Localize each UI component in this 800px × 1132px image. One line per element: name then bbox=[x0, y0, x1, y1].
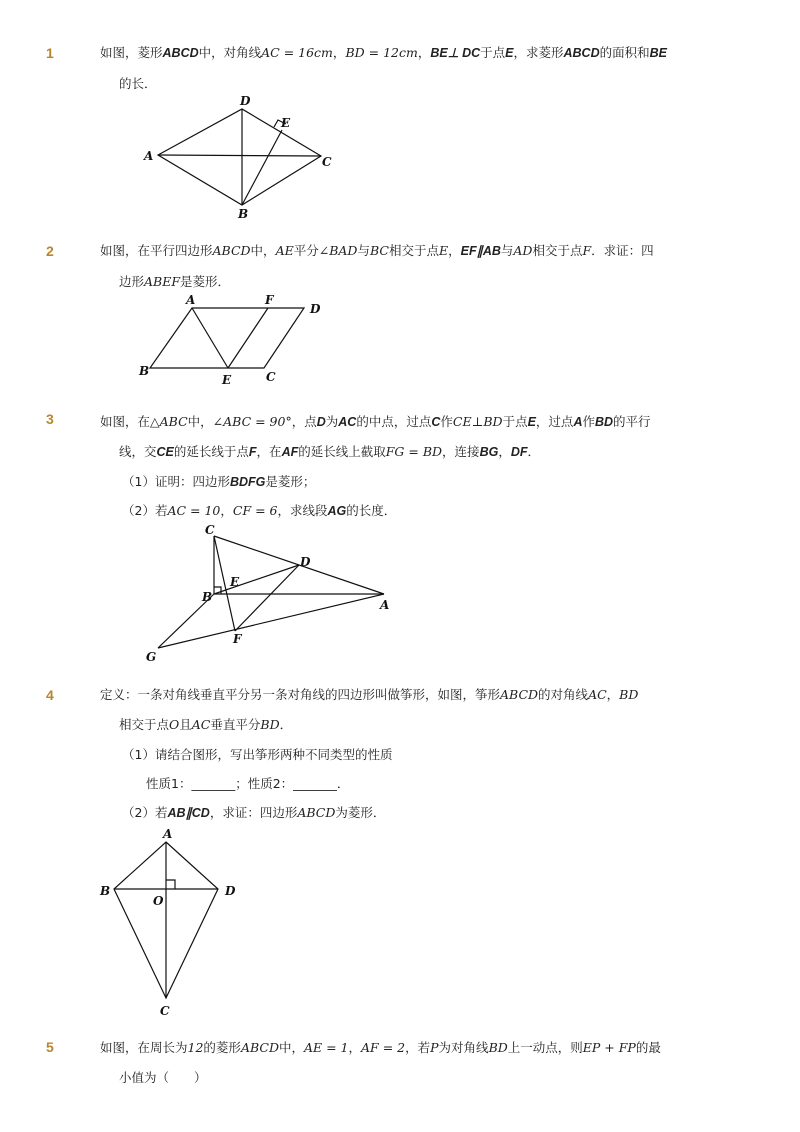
q3-text: （1）证明：四边形 bbox=[122, 474, 230, 489]
q2-math: BC bbox=[369, 243, 389, 258]
q2-text: ．求证：四 bbox=[591, 243, 654, 258]
q3-math: F bbox=[248, 445, 257, 459]
q4-label-c: C bbox=[160, 1004, 170, 1018]
q4-text: 的对角线 bbox=[538, 687, 589, 702]
q3-math: ∠ABC = 90° bbox=[212, 414, 292, 429]
q3-math: AG bbox=[327, 504, 347, 518]
q4-text: ． bbox=[279, 717, 293, 732]
q3-text: 如图，在 bbox=[100, 414, 151, 429]
q3-math: CF = 6 bbox=[232, 503, 278, 518]
q4-math: BD bbox=[260, 717, 280, 732]
q2-math: E bbox=[438, 243, 449, 258]
q4-text: 定义：一条对角线垂直平分另一条对角线的四边形叫做筝形，如图，筝形 bbox=[100, 687, 501, 702]
q3-math: CE⊥BD bbox=[452, 414, 503, 429]
q3-text: ，在 bbox=[256, 444, 282, 459]
q3-text: ． bbox=[527, 444, 541, 459]
q1-label-e: E bbox=[281, 116, 291, 130]
q3-text: 是菱形； bbox=[265, 474, 316, 489]
q3-math: BG bbox=[479, 445, 499, 459]
q5-math: 12 bbox=[187, 1040, 204, 1055]
q5-math: P bbox=[430, 1040, 439, 1055]
q2-label-d: D bbox=[310, 302, 321, 316]
q3-text: ， bbox=[498, 444, 511, 459]
q4-math: ABCD bbox=[297, 805, 336, 820]
q1-text: 的面积和 bbox=[599, 45, 650, 60]
q3-label-d: D bbox=[300, 555, 311, 569]
q3-text: 的长度． bbox=[346, 503, 397, 518]
q1-text: 如图，菱形 bbox=[100, 45, 163, 60]
q5-math: ABCD bbox=[240, 1040, 279, 1055]
q2-text: 如图，在平行四边形 bbox=[100, 243, 213, 258]
q4-label-b: B bbox=[100, 884, 111, 898]
q3-math: AC = 10 bbox=[167, 503, 221, 518]
q2-math: ABEF bbox=[144, 274, 181, 289]
q2-math: F bbox=[582, 243, 592, 258]
question-number-1: 1 bbox=[46, 45, 54, 61]
q2-text: 平分 bbox=[293, 243, 319, 258]
q1-math: BE⊥ DC bbox=[430, 46, 481, 60]
q4-text: ，求证：四边形 bbox=[209, 805, 298, 820]
q4-math: AC bbox=[588, 687, 607, 702]
q2-text: ， bbox=[448, 243, 461, 258]
q1-line-2: 的长． bbox=[119, 76, 157, 91]
q3-text: 作 bbox=[582, 414, 595, 429]
q5-math: EP + FP bbox=[582, 1040, 636, 1055]
q3-text: ，连接 bbox=[442, 444, 480, 459]
q3-math: BD bbox=[594, 415, 614, 429]
q2-text: 相交于点 bbox=[388, 243, 439, 258]
q1-text: ， bbox=[417, 45, 431, 60]
q5-line-2: 小值为（ ） bbox=[119, 1070, 207, 1085]
q3-text: 线，交 bbox=[119, 444, 157, 459]
q4-text: 相交于点 bbox=[119, 717, 170, 732]
q4-label-a: A bbox=[163, 827, 173, 841]
question-number-4: 4 bbox=[46, 687, 54, 703]
question-number-3: 3 bbox=[46, 411, 54, 427]
q2-text: 与 bbox=[357, 243, 370, 258]
q3-math: △ABC bbox=[150, 414, 188, 429]
q5-text: 的最 bbox=[635, 1040, 661, 1055]
q2-text: 与 bbox=[500, 243, 514, 258]
q2-text: 中， bbox=[250, 243, 276, 258]
q1-math: AC = 16cm bbox=[261, 45, 333, 60]
q4-math: AB∥CD bbox=[167, 806, 210, 820]
q5-text: 上一动点，则 bbox=[507, 1040, 583, 1055]
q1-text: ，求菱形 bbox=[513, 45, 564, 60]
q3-text: ，点 bbox=[291, 414, 317, 429]
q4-label-o: O bbox=[153, 894, 164, 908]
q5-text: 中， bbox=[278, 1040, 304, 1055]
q3-math: BDFG bbox=[229, 475, 266, 489]
q1-text: 于点 bbox=[480, 45, 506, 60]
q3-text: 的平行 bbox=[613, 414, 651, 429]
q3-text: 作 bbox=[440, 414, 453, 429]
q1-math: BE bbox=[649, 46, 667, 60]
q3-text: （2）若 bbox=[122, 503, 168, 518]
q1-text: 中，对角线 bbox=[198, 45, 262, 60]
q1-math: ABCD bbox=[162, 46, 199, 60]
q4-math: BD bbox=[619, 687, 639, 702]
q3-text: 中， bbox=[187, 414, 213, 429]
q5-math: AF = 2 bbox=[361, 1040, 406, 1055]
q3-math: AF bbox=[281, 445, 299, 459]
q2-label-e: E bbox=[222, 373, 232, 387]
q5-math: BD bbox=[488, 1040, 508, 1055]
q3-math: A bbox=[573, 415, 583, 429]
q3-text: 的延长线上截取 bbox=[298, 444, 386, 459]
q1-label-c: C bbox=[322, 155, 332, 169]
q3-math: C bbox=[431, 415, 441, 429]
q3-text: ， bbox=[220, 503, 233, 518]
q1-math: E bbox=[505, 46, 514, 60]
question-number-2: 2 bbox=[46, 243, 54, 259]
q4-text: （2）若 bbox=[122, 805, 168, 820]
q3-text: 的延长线于点 bbox=[173, 444, 249, 459]
q3-math: CE bbox=[156, 445, 174, 459]
q3-text: 的中点，过点 bbox=[356, 414, 432, 429]
q4-text: ， bbox=[606, 687, 620, 702]
q3-math: D bbox=[316, 415, 326, 429]
q2-text: 相交于点 bbox=[532, 243, 583, 258]
q4-right-angle-mark bbox=[166, 880, 175, 889]
q4-text: 且 bbox=[179, 717, 192, 732]
q4-label-d: D bbox=[225, 884, 236, 898]
q2-label-a: A bbox=[186, 293, 196, 307]
q5-line-1 bbox=[100, 1040, 661, 1056]
q3-math: E bbox=[527, 415, 536, 429]
q2-math: AD bbox=[513, 243, 533, 258]
q5-text: ，若 bbox=[405, 1040, 431, 1055]
q2-text: 是菱形． bbox=[180, 274, 231, 289]
q2-label-c: C bbox=[266, 370, 276, 384]
q4-text: 为菱形． bbox=[335, 805, 386, 820]
q2-math: ∠BAD bbox=[318, 243, 358, 258]
q2-label-f: F bbox=[265, 293, 274, 307]
q3-label-b: B bbox=[202, 590, 213, 604]
q2-label-b: B bbox=[139, 364, 150, 378]
q2-math: AE bbox=[275, 243, 294, 258]
q5-text: ， bbox=[348, 1040, 362, 1055]
q1-label-a: A bbox=[144, 149, 154, 163]
q2-math: ABCD bbox=[212, 243, 251, 258]
q2-math: EF∥AB bbox=[460, 244, 501, 258]
q4-math: ABCD bbox=[500, 687, 539, 702]
q3-label-f: F bbox=[233, 632, 242, 646]
q3-label-c: C bbox=[205, 523, 215, 537]
q4-part-1: （1）请结合图形，写出筝形两种不同类型的性质 bbox=[122, 747, 393, 762]
q1-math: ABCD bbox=[563, 46, 600, 60]
q3-text: 为 bbox=[325, 414, 339, 429]
question-number-5: 5 bbox=[46, 1039, 54, 1055]
q4-part-1-properties: 性质1：_______；性质2：_______． bbox=[146, 776, 350, 791]
q3-label-e: E bbox=[230, 575, 240, 589]
q3-text: ，求线段 bbox=[277, 503, 328, 518]
q3-label-g: G bbox=[146, 650, 157, 664]
q1-text: ， bbox=[332, 45, 346, 60]
q3-math: AC bbox=[338, 415, 357, 429]
q1-label-d: D bbox=[240, 94, 251, 108]
q2-text: 边形 bbox=[119, 274, 145, 289]
q3-math: FG = BD bbox=[385, 444, 443, 459]
q4-math: O bbox=[169, 717, 180, 732]
q4-text: 垂直平分 bbox=[210, 717, 261, 732]
q4-math: AC bbox=[191, 717, 211, 732]
q5-text: 的菱形 bbox=[203, 1040, 241, 1055]
q5-text: 如图，在周长为 bbox=[100, 1040, 188, 1055]
q3-text: ，过点 bbox=[535, 414, 574, 429]
q3-math: DF bbox=[510, 445, 528, 459]
q5-math: AE = 1 bbox=[303, 1040, 349, 1055]
q3-text: 于点 bbox=[502, 414, 528, 429]
q5-text: 为对角线 bbox=[438, 1040, 489, 1055]
q1-label-b: B bbox=[238, 207, 249, 221]
q1-math: BD = 12cm bbox=[345, 45, 418, 60]
q3-label-a: A bbox=[380, 598, 390, 612]
